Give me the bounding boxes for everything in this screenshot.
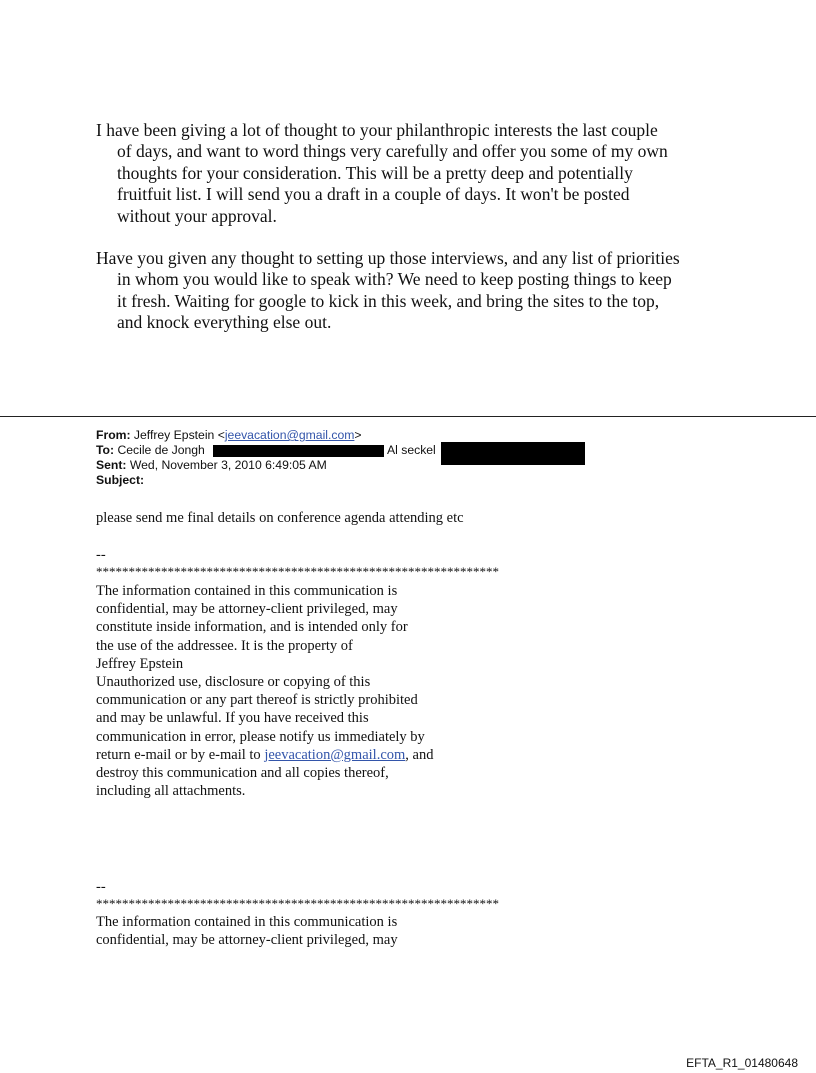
notice-line: confidential, may be attorney-client privileged, may xyxy=(96,601,398,618)
signature-stars: ************************************************************** xyxy=(96,896,499,911)
confidentiality-notice-repeat xyxy=(96,913,398,949)
notice-line: The information contained in this communication is xyxy=(96,583,398,599)
notice-line: the use of the addressee. It is the property of xyxy=(96,637,353,654)
redaction-bar xyxy=(213,445,384,457)
section-divider xyxy=(0,416,816,417)
document-id: EFTA_R1_01480648 xyxy=(686,1056,798,1070)
notice-line-with-email xyxy=(96,746,433,764)
notice-line: communication or any part thereof is strictly prohibited xyxy=(96,692,418,709)
signature-dashes: -- xyxy=(96,547,106,563)
paragraph-line: thoughts for your consideration. This will be a pretty deep and potentially xyxy=(117,162,633,183)
signature-dashes: -- xyxy=(96,879,106,895)
message-paragraph-2 xyxy=(96,248,736,334)
notice-line: Unauthorized use, disclosure or copying of this xyxy=(96,674,371,691)
to-label: To: xyxy=(96,443,115,457)
signature-stars: ************************************************************** xyxy=(96,564,499,579)
subject-label: Subject: xyxy=(96,473,145,487)
notice-email-link[interactable]: jeevacation@gmail.com xyxy=(264,746,406,763)
from-close: > xyxy=(354,428,362,442)
sent-row xyxy=(96,458,327,473)
from-email-link[interactable]: jeevacation@gmail.com xyxy=(224,428,355,442)
notice-line: Jeffrey Epstein xyxy=(96,655,184,672)
notice-line: including all attachments. xyxy=(96,783,246,800)
redaction-bar xyxy=(441,442,585,465)
confidentiality-notice xyxy=(96,582,433,800)
paragraph-line: I have been giving a lot of thought to your philanthropic interests the last couple xyxy=(96,120,658,140)
return-suffix: , and xyxy=(405,746,434,763)
notice-line: The information contained in this communication is xyxy=(96,914,398,930)
return-prefix: return e-mail or by e-mail to xyxy=(96,746,265,763)
paragraph-line: fruitfuit list. I will send you a draft in a couple of days. It won't be posted xyxy=(117,184,630,205)
notice-line: constitute inside information, and is intended only for xyxy=(96,619,408,636)
paragraph-line: without your approval. xyxy=(117,205,277,226)
notice-line: and may be unlawful. If you have received this xyxy=(96,710,369,727)
paragraph-line: of days, and want to word things very carefully and offer you some of my own xyxy=(117,141,668,162)
paragraph-line: in whom you would like to speak with? We need to keep posting things to keep xyxy=(117,269,672,290)
subject-row xyxy=(96,473,144,488)
from-row xyxy=(96,428,362,443)
sent-value: Wed, November 3, 2010 6:49:05 AM xyxy=(129,458,327,472)
message-paragraph-1 xyxy=(96,120,736,227)
paragraph-line: it fresh. Waiting for google to kick in this week, and bring the sites to the top, xyxy=(117,290,660,311)
paragraph-line: Have you given any thought to setting up those interviews, and any list of priorities xyxy=(96,248,680,268)
email-body-text: please send me final details on conference agenda attending etc xyxy=(96,510,464,526)
to-name: Cecile de Jongh xyxy=(117,443,205,457)
from-label: From: xyxy=(96,428,131,442)
from-name: Jeffrey Epstein < xyxy=(133,428,225,442)
notice-line: communication in error, please notify us immediately by xyxy=(96,728,425,745)
notice-line: destroy this communication and all copies thereof, xyxy=(96,765,389,782)
to-second-recipient: Al seckel xyxy=(387,443,436,457)
sent-label: Sent: xyxy=(96,458,127,472)
paragraph-line: and knock everything else out. xyxy=(117,312,332,333)
notice-line: confidential, may be attorney-client privileged, may xyxy=(96,932,398,949)
to-row xyxy=(96,443,205,458)
